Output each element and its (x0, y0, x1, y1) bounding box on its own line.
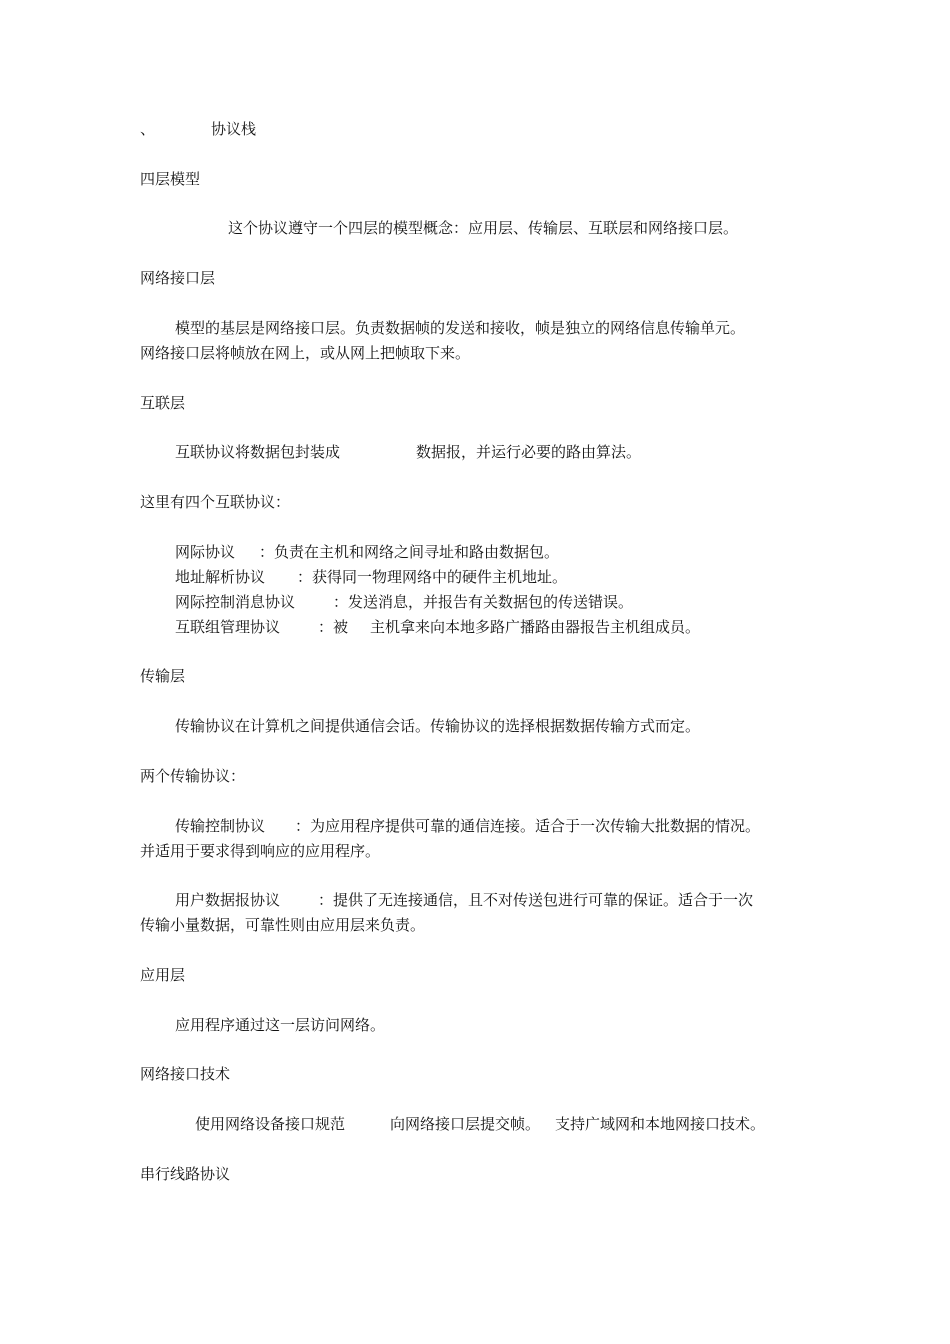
protocol-name: 地址解析协议 (175, 568, 266, 586)
protocol-desc: ：获得同一物理网络中的硬件主机地址。 (297, 568, 568, 586)
network-interface-line1: 模型的基层是网络接口层。负责数据帧的发送和接收，帧是独立的网络信息传输单元。 (175, 319, 746, 337)
heading-transport: 传输层 (140, 667, 186, 685)
protocol-name: 互联组管理协议 (175, 618, 281, 636)
protocol-item (175, 592, 633, 612)
internet-desc (175, 442, 641, 462)
protocol-desc: ：发送消息，并报告有关数据包的传送错误。 (333, 593, 634, 611)
transport-list-intro: 两个传输协议： (140, 767, 246, 785)
protocol-name: 网际控制消息协议 (175, 593, 296, 611)
heading-internet: 互联层 (140, 394, 186, 412)
udp-line1 (175, 890, 753, 910)
application-desc: 应用程序通过这一层访问网络。 (175, 1016, 386, 1034)
title-prefix: 、 (140, 120, 156, 138)
internet-list-intro: 这里有四个互联协议： (140, 493, 291, 511)
network-interface-line2: 网络接口层将帧放在网上，或从网上把帧取下来。 (140, 344, 471, 362)
protocol-desc-continued: 主机拿来向本地多路广播路由器报告主机组成员。 (370, 618, 701, 636)
tcp-desc: ：为应用程序提供可靠的通信连接。适合于一次传输大批数据的情况。 (295, 817, 761, 835)
protocol-desc: ：被 (318, 618, 349, 636)
udp-name: 用户数据报协议 (175, 891, 281, 909)
heading-application: 应用层 (140, 966, 186, 984)
protocol-item (175, 567, 567, 587)
title-text: 协议栈 (211, 120, 257, 138)
internet-desc-a: 互联协议将数据包封装成 (175, 443, 341, 461)
interface-tech-part3: 支持广域网和本地网接口技术。 (555, 1115, 766, 1133)
tcp-line2: 并适用于要求得到响应的应用程序。 (140, 842, 381, 860)
protocol-item (175, 617, 700, 637)
protocol-desc: ：负责在主机和网络之间寻址和路由数据包。 (259, 543, 560, 561)
protocol-name: 网际协议 (175, 543, 236, 561)
heading-network-interface: 网络接口层 (140, 269, 216, 287)
tcp-name: 传输控制协议 (175, 817, 266, 835)
interface-tech-part1: 使用网络设备接口规范 (195, 1115, 346, 1133)
protocol-item (175, 542, 559, 562)
tcp-line1 (175, 816, 760, 836)
internet-desc-b: 数据报，并运行必要的路由算法。 (416, 443, 642, 461)
heading-four-layer: 四层模型 (140, 170, 201, 188)
udp-desc: ：提供了无连接通信，且不对传送包进行可靠的保证。适合于一次 (318, 891, 754, 909)
heading-serial: 串行线路协议 (140, 1165, 231, 1183)
section-title (140, 119, 256, 139)
transport-desc: 传输协议在计算机之间提供通信会话。传输协议的选择根据数据传输方式而定。 (175, 717, 701, 735)
udp-line2: 传输小量数据，可靠性则由应用层来负责。 (140, 916, 426, 934)
four-layer-intro: 这个协议遵守一个四层的模型概念：应用层、传输层、互联层和网络接口层。 (228, 219, 739, 237)
interface-tech-part2: 向网络接口层提交帧。 (390, 1115, 541, 1133)
interface-tech-desc (195, 1114, 765, 1134)
heading-interface-tech: 网络接口技术 (140, 1065, 231, 1083)
